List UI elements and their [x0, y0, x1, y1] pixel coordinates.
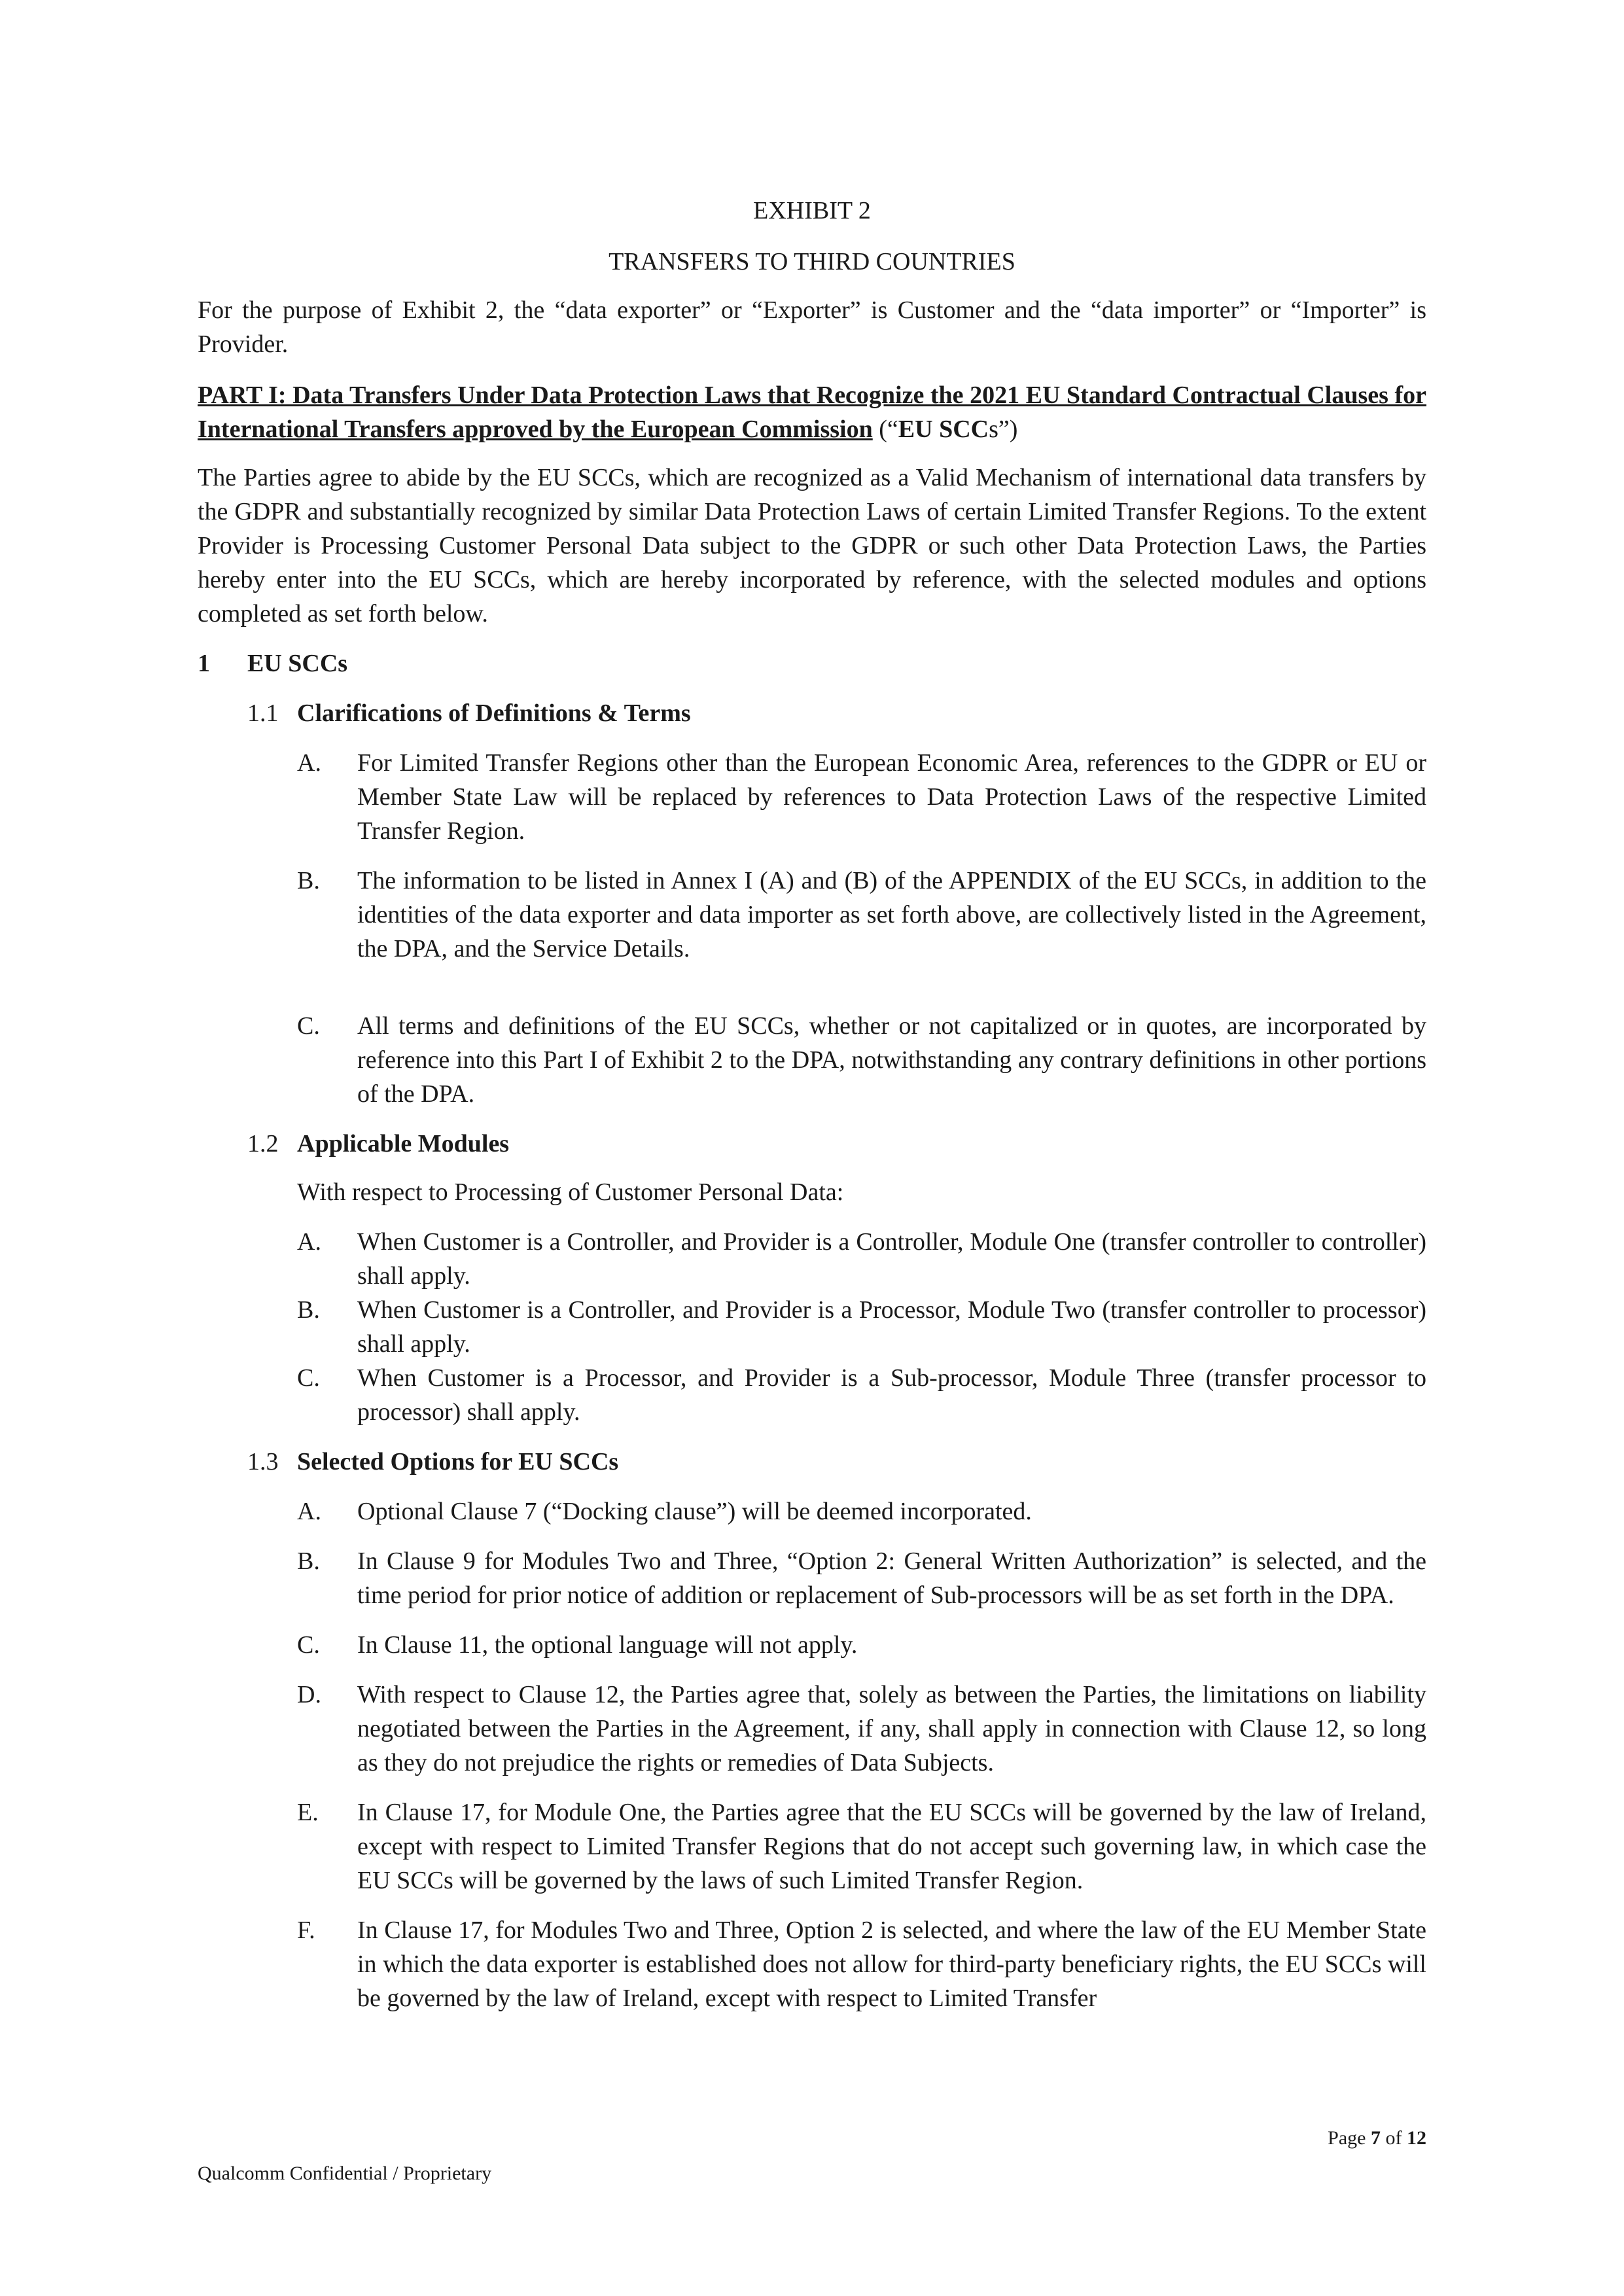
list-item-text: When Customer is a Processor, and Provider is a Sub-processor, Module Three (transfer processor to processor) shall apply. [357, 1364, 1426, 1426]
list-item-letter: C. [297, 1631, 320, 1659]
section-1-number: 1 [198, 650, 210, 677]
list-item [297, 1795, 1426, 1898]
list-item-text: When Customer is a Controller, and Provider is a Processor, Module Two (transfer controller to processor) shall apply. [357, 1296, 1426, 1358]
list-item-text: In Clause 17, for Modules Two and Three, Option 2 is selected, and where the law of the EU Member State in which the data exporter is established does not allow for third-party beneficiary rights, the EU SCCs will be governed by the law of Ireland, except with respect to Limited Transfer [357, 1916, 1426, 2012]
list-item-letter: B. [297, 1547, 320, 1575]
list-item-letter: C. [297, 1012, 320, 1040]
list-item-text: In Clause 11, the optional language will not apply. [357, 1631, 858, 1659]
list-item-text: When Customer is a Controller, and Provider is a Controller, Module One (transfer controller to controller) shall apply. [357, 1228, 1426, 1290]
list-item [297, 746, 1426, 848]
list-item-letter: F. [297, 1916, 315, 1944]
list-item-letter: D. [297, 1681, 321, 1708]
part1-title-open: (“ [872, 415, 898, 443]
exhibit-subtitle: TRANSFERS TO THIRD COUNTRIES [609, 248, 1015, 275]
section-1-heading [198, 646, 1426, 680]
part1-paragraph: The Parties agree to abide by the EU SCCs, which are recognized as a Valid Mechanism of international data transfers by the GDPR and substantially recognized by similar Data Protection Laws of certain Limited Transfer Regions. To the extent Provider is Processing Customer Personal Data subject to the GDPR or such other Data Protection Laws, the Parties hereby enter into the EU SCCs, which are hereby incorporated by reference, with the selected modules and options completed as set forth below. [198, 464, 1426, 627]
part1-title-close: s”) [989, 415, 1018, 443]
list-item-letter: C. [297, 1364, 320, 1392]
subsection-number: 1.2 [247, 1130, 279, 1157]
list-item-text: The information to be listed in Annex I (A) and (B) of the APPENDIX of the EU SCCs, in addition to the identities of the data exporter and data importer as set forth above, are collectively listed in the Agreement, the DPA, and the Service Details. [357, 867, 1426, 963]
list-item-letter: A. [297, 749, 321, 777]
page-of-word: of [1381, 2127, 1407, 2149]
exhibit-title: EXHIBIT 2 [753, 197, 871, 224]
list-item [297, 1293, 1426, 1361]
list-item-letter: E. [297, 1799, 319, 1826]
list-item [297, 1913, 1426, 2015]
list-item [297, 1361, 1426, 1429]
list-item [297, 1009, 1426, 1111]
subsection-1-3-heading [247, 1445, 1426, 1479]
subsection-1-2-heading [247, 1127, 1426, 1161]
section-1-title: EU SCCs [247, 650, 348, 677]
list-item-text: In Clause 17, for Module One, the Parties agree that the EU SCCs will be governed by the law of Ireland, except with respect to Limited Transfer Regions that do not accept such governing law, in which case the EU SCCs will be governed by the laws of such Limited Transfer Region. [357, 1799, 1426, 1894]
list-item [297, 1494, 1426, 1528]
page-current: 7 [1371, 2127, 1381, 2149]
page-word: Page [1328, 2127, 1371, 2149]
list-item [297, 1225, 1426, 1293]
list-item [297, 1678, 1426, 1780]
subsection-title: Selected Options for EU SCCs [297, 1448, 619, 1475]
list-item-letter: A. [297, 1228, 321, 1256]
part1-title-term: EU SCC [898, 415, 989, 443]
list-item-text: All terms and definitions of the EU SCCs, whether or not capitalized or in quotes, are incorporated by reference into this Part I of Exhibit 2 to the DPA, notwithstanding any contrary definitions in other portions of the DPA. [357, 1012, 1426, 1108]
part1-title-underlined: PART I: Data Transfers Under Data Protection Laws that Recognize the 2021 EU Standard Contractual Clauses for International Transfers approved by the European Commission [198, 381, 1426, 443]
subsection-number: 1.3 [247, 1448, 279, 1475]
subsection-lead: With respect to Processing of Customer Personal Data: [297, 1178, 844, 1206]
list-item [297, 1628, 1426, 1662]
part1-title [198, 378, 1426, 446]
page-total: 12 [1407, 2127, 1426, 2149]
subsection-title: Applicable Modules [297, 1130, 510, 1157]
subsection-number: 1.1 [247, 699, 279, 727]
confidentiality-notice: Qualcomm Confidential / Proprietary [198, 2163, 492, 2184]
subsection-1-1-heading [247, 696, 1426, 730]
page-content [198, 194, 1426, 2015]
list-item [297, 1544, 1426, 1612]
list-item-letter: B. [297, 1296, 320, 1324]
subsection-title: Clarifications of Definitions & Terms [297, 699, 691, 727]
list-item-text: Optional Clause 7 (“Docking clause”) will be deemed incorporated. [357, 1498, 1032, 1525]
list-item-text: In Clause 9 for Modules Two and Three, “Option 2: General Written Authorization” is selected, and the time period for prior notice of addition or replacement of Sub-processors will be as set forth in the DPA. [357, 1547, 1426, 1609]
list-item [297, 864, 1426, 966]
intro-paragraph: For the purpose of Exhibit 2, the “data exporter” or “Exporter” is Customer and the “data importer” or “Importer” is Provider. [198, 296, 1426, 358]
list-item-letter: B. [297, 867, 320, 894]
list-item-text: For Limited Transfer Regions other than the European Economic Area, references to the GDPR or EU or Member State Law will be replaced by references to Data Protection Laws of the respective Limited Transfer Region. [357, 749, 1426, 845]
page-number [1099, 2125, 1426, 2151]
list-item-text: With respect to Clause 12, the Parties agree that, solely as between the Parties, the limitations on liability negotiated between the Parties in the Agreement, if any, shall apply in connection with Clause 12, so long as they do not prejudice the rights or remedies of Data Subjects. [357, 1681, 1426, 1776]
list-item-letter: A. [297, 1498, 321, 1525]
